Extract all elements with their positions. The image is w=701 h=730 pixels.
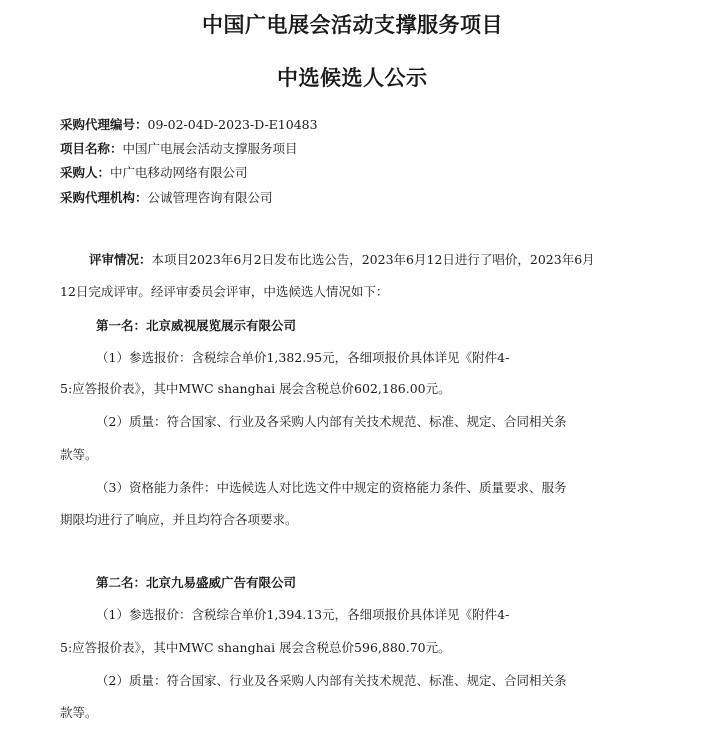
meta-label: 采购人：	[60, 165, 111, 180]
candidate-1-quality-line-2: 款等。	[60, 447, 98, 462]
candidate-1-heading: 第一名：北京威视展览展示有限公司	[96, 318, 297, 333]
meta-project-name	[60, 143, 298, 156]
candidate-2-quality-line-2: 款等。	[60, 705, 98, 720]
meta-agency-code	[60, 119, 318, 132]
review-line-2: 12日完成评审。经评审委员会评审，中选候选人情况如下：	[60, 284, 389, 299]
meta-value: 中广电移动网络有限公司	[110, 165, 248, 180]
meta-label: 采购代理编号：	[60, 117, 148, 132]
meta-value: 公诚管理咨询有限公司	[147, 190, 273, 205]
document-subtitle: 中选候选人公示	[277, 66, 428, 90]
candidate-1-quality-line-1: （2）质量：符合国家、行业及各采购人内部有关技术规范、标准、规定、合同相关条	[96, 414, 567, 429]
meta-agency	[60, 192, 273, 205]
meta-value: 09-02-04D-2023-D-E10483	[147, 117, 318, 132]
candidate-2-price-line-2: 5:应答报价表》，其中MWC shanghai 展会含税总价596,880.70元。	[60, 640, 451, 655]
document-title: 中国广电展会活动支撑服务项目	[202, 13, 503, 37]
meta-label: 采购代理机构：	[60, 190, 148, 205]
candidate-2-price-line-1: （1）参选报价：含税综合单价1,394.13元，各细项报价具体详见《附件4-	[96, 607, 510, 622]
candidate-2-heading: 第二名：北京九易盛威广告有限公司	[96, 575, 297, 590]
candidate-1-qualification-line-1: （3）资格能力条件：中选候选人对比选文件中规定的资格能力条件、质量要求、服务	[96, 480, 567, 495]
review-text: 本项目2023年6月2日发布比选公告，2023年6月12日进行了唱价，2023年6月	[151, 252, 595, 267]
meta-label: 项目名称：	[60, 141, 123, 156]
review-label: 评审情况：	[89, 252, 152, 267]
meta-value: 中国广电展会活动支撑服务项目	[122, 141, 298, 156]
candidate-1-price-line-2: 5:应答报价表》，其中MWC shanghai 展会含税总价602,186.00元。	[60, 381, 451, 396]
candidate-1-qualification-line-2: 期限均进行了响应，并且均符合各项要求。	[60, 512, 298, 527]
candidate-1-price-line-1: （1）参选报价：含税综合单价1,382.95元，各细项报价具体详见《附件4-	[96, 350, 510, 365]
review-line-1	[89, 254, 595, 267]
candidate-2-quality-line-1: （2）质量：符合国家、行业及各采购人内部有关技术规范、标准、规定、合同相关条	[96, 673, 567, 688]
meta-purchaser	[60, 167, 248, 180]
